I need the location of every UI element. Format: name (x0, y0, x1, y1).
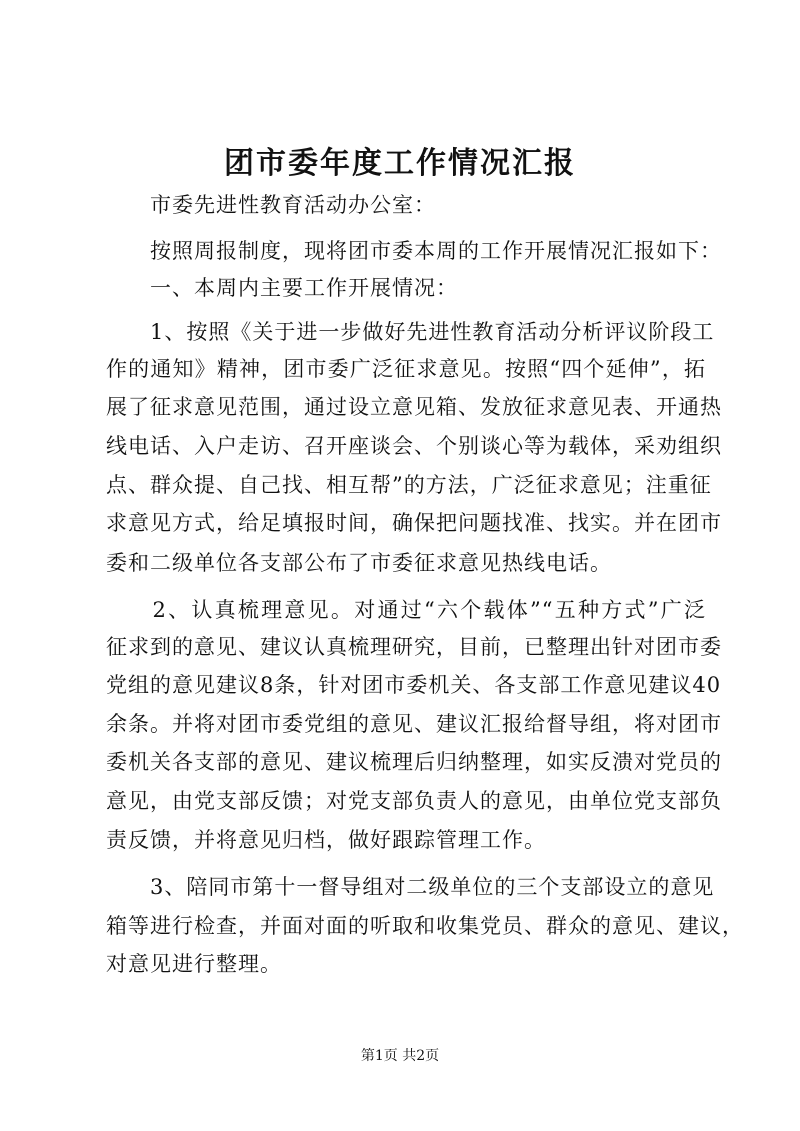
text-line-12: 征求到的意见、建议认真梳理研究，目前，已整理出针对团市委 (106, 635, 722, 659)
text-line-8: 点、群众提、自己找、相互帮”的方法，广泛征求意见；注重征 (106, 473, 712, 497)
text-line-11: 2、认真梳理意见。对通过“六个载体”“五种方式”广泛 (106, 598, 706, 622)
text-line-6: 展了征求意见范围，通过设立意见箱、发放征求意见表、开通热 (106, 395, 722, 419)
text-line-17: 责反馈，并将意见归档，做好跟踪管理工作。 (106, 828, 546, 852)
text-line-13: 党组的意见建议8条，针对团市委机关、各支部工作意见建议40 (106, 673, 722, 697)
text-line-5: 作的通知》精神，团市委广泛征求意见。按照“四个延伸”，拓 (106, 357, 706, 381)
text-line-4: 1、按照《关于进一步做好先进性教育活动分析评议阶段工 (106, 320, 715, 344)
document-title: 团市委年度工作情况汇报 (224, 146, 576, 181)
text-line-14: 余条。并将对团市委党组的意见、建议汇报给督导组，将对团市 (106, 712, 722, 736)
text-line-18: 3、陪同市第十一督导组对二级单位的三个支部设立的意见 (106, 875, 715, 899)
text-line-19: 箱等进行检查，并面对面的听取和收集党员、群众的意见、建议， (106, 914, 744, 938)
text-line-9: 求意见方式，给足填报时间，确保把问题找准、找实。并在团市 (106, 511, 722, 535)
text-line-20: 对意见进行整理。 (106, 952, 282, 976)
text-line-10: 委和二级单位各支部公布了市委征求意见热线电话。 (106, 551, 612, 575)
text-line-1: 市委先进性教育活动办公室： (106, 193, 436, 217)
text-line-2: 按照周报制度，现将团市委本周的工作开展情况汇报如下： (106, 239, 722, 263)
page-number: 第1页 共2页 (360, 1048, 440, 1064)
text-line-7: 线电话、入户走访、召开座谈会、个别谈心等为载体，采劝组织 (106, 434, 722, 458)
text-line-16: 意见，由党支部反馈；对党支部负责人的意见，由单位党支部负 (106, 789, 722, 813)
text-line-15: 委机关各支部的意见、建议梳理后归纳整理，如实反溃对党员的 (106, 750, 722, 774)
text-line-3: 一、本周内主要工作开展情况： (106, 276, 458, 300)
